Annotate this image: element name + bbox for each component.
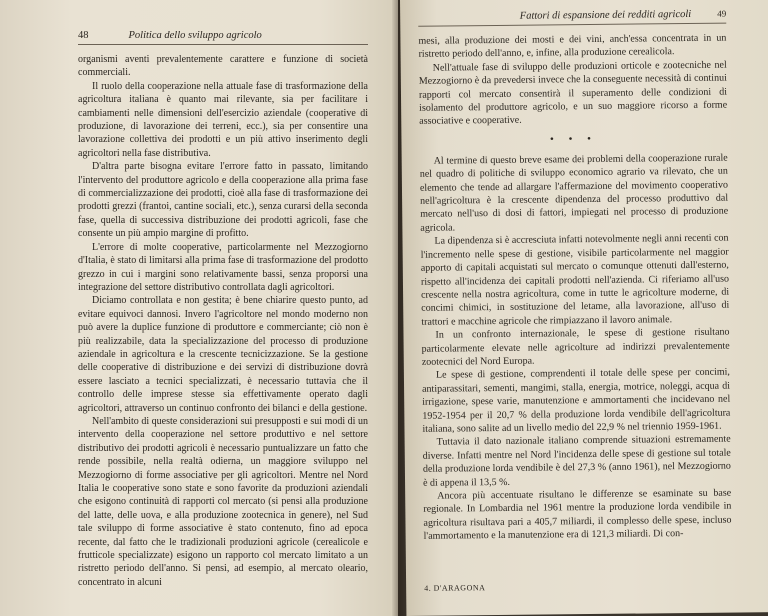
right-paragraph: Nell'attuale fase di sviluppo delle produzioni orticole e zootecniche nel Mezzogiorno è da prevedersi invece che la conseguente necessità di continui rapporti col mercato consentirà il superamento delle condizioni di isolamento del produttore agricolo, e un suo maggiore ricorso a forme associative e cooperative. bbox=[418, 59, 728, 128]
left-running-head bbox=[78, 30, 368, 45]
right-paragraph: Ancora più accentuate risultano le differenze se esaminate su base regionale. In Lombardia nel 1961 mentre la produzione lorda vendibile in agricoltura risultava pari a 405,7 miliardi, il complesso delle spese, incluso l'ammortamento e la manutenzione era di 121,3 miliardi. Di con- bbox=[423, 487, 732, 543]
left-paragraph: Diciamo controllata e non gestita; è bene chiarire questo punto, ad evitare equivoci dannosi. Invero l'agricoltore nel mondo moderno non può avere la duplice funzione di produttore e commerciante; ciò non è più realizzabile, data la specializzazione del processo di produzione aziendale in agricoltura e la crescente tecnicizzazione. Se la gestione delle cooperative di distribuzione e dei servizi di distribuzione dovrà essere lasciato a tecnici specializzati, è necessario tuttavia che il controllo delle imprese stesse sia effettivamente operato dagli agricoltori, attraverso un continuo confronto dei bilanci e della gestione. bbox=[78, 295, 368, 414]
left-paragraph: organismi aventi prevalentemente carattere e funzione di società commerciali. bbox=[78, 54, 368, 79]
right-paragraph: Tuttavia il dato nazionale italiano comprende situazioni estremamente diverse. Infatti mentre nel Nord l'incidenza delle spese di gestione sul totale della produzione lorda vendibile è del 27,3 % (anno 1961), nel Mezzogiorno è di appena il 13,5 %. bbox=[422, 433, 731, 489]
left-paragraph: L'errore di molte cooperative, particolarmente nel Mezzogiorno d'Italia, è stato di limitarsi alla prima fase di trasformazione del prodotto grezzo in cui i margini sono relativamente bassi, senza proporsi una integrazione del settore distributivo controllata dagli agricoltori. bbox=[78, 241, 368, 293]
left-page-number: 48 bbox=[78, 30, 89, 41]
left-paragraph: D'altra parte bisogna evitare l'errore fatto in passato, limitando l'intervento del produttore agricolo e della cooperazione alla prima fase di commercializzazione dei prodotti, cioè alla fase di trasformazione dei prodotti grezzi (frantoi, cantine sociali, etc.), senza curarsi della seconda fase, quella di successiva distribuzione dei prodotti agricoli, fase che consente un più ampio margine di profitto. bbox=[78, 161, 368, 240]
right-paragraph: mesi, alla produzione dei mosti e dei vini, anch'essa concentrata in un ristretto periodo dell'anno, e, infine, alla produzione cerealicola. bbox=[418, 32, 727, 61]
right-paragraph: La dipendenza si è accresciuta infatti notevolmente negli anni recenti con l'incremento nelle spese di gestione, visibile particolarmente nel maggior apporto di capitali acquistati sul mercato o comunque ottenuti dall'esterno, rispetto all'incidenza dei capitali prodotti nell'azienda. Ci riferiamo all'uso crescente nella nostra agricoltura, come in tutte le agricolture moderne, di concimi chimici, in sostituzione del letame, alla lavorazione, all'uso di trattori e macchine agricole che rimpiazzano il lavoro animale. bbox=[420, 232, 730, 328]
right-page bbox=[400, 0, 768, 616]
right-body-text bbox=[418, 32, 732, 593]
right-page-number: 49 bbox=[717, 8, 727, 19]
right-running-title: Fattori di espansione dei redditi agricoli bbox=[519, 8, 692, 22]
left-running-title: Politica dello sviluppo agricolo bbox=[128, 30, 262, 41]
right-running-head bbox=[418, 9, 726, 27]
left-paragraph: Nell'ambito di queste considerazioni sui presupposti e sui modi di un intervento della cooperazione nel settore produttivo e nel settore distributivo dei prodotti agricoli è necessario puntualizzare un fatto che rende possibile, nella realtà odierna, un maggiore sviluppo nel Mezzogiorno di forme associative per gli agricoltori. Mentre nel Nord Italia le cooperative sono state e sono favorite da produzioni aziendali che esigono continuità di rapporti col mercato (si pensi alla produzione del latte, delle uova, e alla produzione zootecnica in genere), nel Sud tale sviluppo di forme associative è stato contenuto, fino ad epoca recente, dal fatto che le tradizionali produzioni agricole (cerealicole e frutticole specializzate) esigono un rapporto col mercato limitato a un ristretto periodo dell'anno. Si pensi, ad esempio, al mercato oleario, concentrato in alcuni bbox=[78, 415, 368, 588]
left-body-text bbox=[78, 53, 368, 589]
right-paragraph: In un confronto internazionale, le spese di gestione risultano particolarmente elevate nelle agricolture ad indirizzi prevalentemente zootecnici del Nord Europa. bbox=[421, 326, 730, 368]
left-paragraph: Il ruolo della cooperazione nella attuale fase di trasformazione della agricoltura italiana è quanto mai rilevante, sia per facilitare i cambiamenti nelle dimensioni dell'esercizio aziendale (cooperative di produzione, di lavorazione dei terreni, ecc.), sia per consentire una lavorazione collettiva dei prodotti e un più attivo inserimento degli agricoltori nella fase distributiva. bbox=[78, 80, 368, 159]
section-separator: • • • bbox=[549, 132, 598, 146]
printer-signature: 4. D'ARAGONA bbox=[424, 582, 486, 593]
right-paragraph: Le spese di gestione, comprendenti il totale delle spese per concimi, antiparassitari, sementi, mangimi, stalla, energia, motrice, noleggi, acqua di irrigazione, spese varie, manutenzione e ammortamenti che incidevano nel 1952-1954 per il 20,7 % della produzione lorda vendibile dell'agricoltura italiana, sono salite ad un livello medio del 22,9 % nel triennio 1959-1961. bbox=[422, 366, 731, 435]
right-paragraph: Al termine di questo breve esame dei problemi della cooperazione rurale nel quadro di politiche di sviluppo economico agrario va rilevato, che un elemento che tende ad allargare l'affermazione del movimento cooperativo nell'agricoltura è la crescente dipendenza del processo produttivo dal mercato nell'uso di dosi di fattori, impiegati nel processo di produzione agricola. bbox=[419, 152, 729, 234]
